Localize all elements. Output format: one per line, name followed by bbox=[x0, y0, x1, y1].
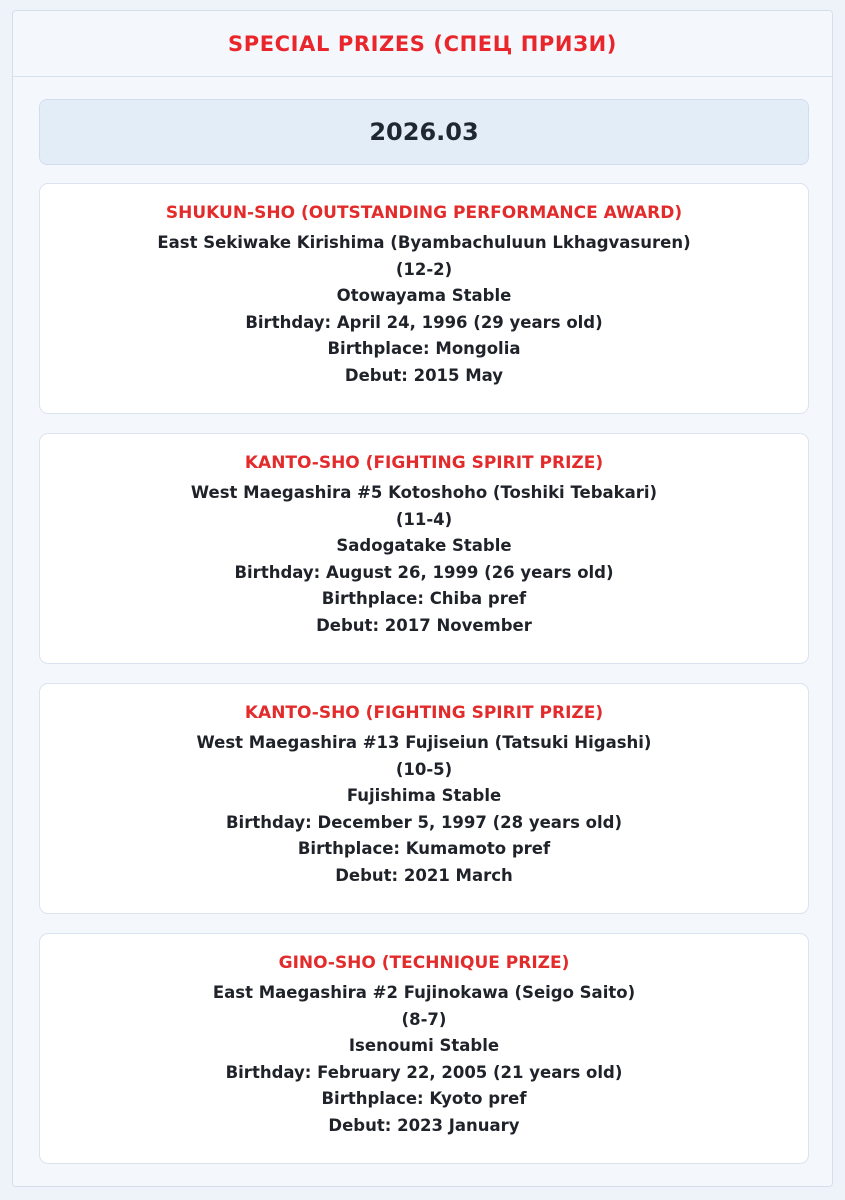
wrestler-birthday: Birthday: February 22, 2005 (21 years old) bbox=[225, 1062, 623, 1082]
prize-title: KANTO-SHO (FIGHTING SPIRIT PRIZE) bbox=[244, 453, 604, 473]
wrestler-record: (8-7) bbox=[401, 1009, 447, 1029]
wrestler-name: East Sekiwake Kirishima (Byambachuluun Lkhagvasuren) bbox=[157, 233, 691, 252]
wrestler-stable: Otowayama Stable bbox=[336, 286, 512, 306]
wrestler-stable: Isenoumi Stable bbox=[348, 1036, 500, 1056]
panel-title: SPECIAL PRIZES (СПЕЦ ПРИЗИ) bbox=[228, 31, 617, 56]
wrestler-birthday: Birthday: April 24, 1996 (29 years old) bbox=[245, 312, 603, 332]
wrestler-birthplace: Birthplace: Kumamoto pref bbox=[297, 839, 551, 859]
wrestler-debut: Debut: 2015 May bbox=[344, 365, 504, 385]
special-prizes-panel bbox=[12, 10, 833, 1187]
prize-card-gino-sho bbox=[39, 933, 809, 1164]
wrestler-name: West Maegashira #5 Kotoshoho (Toshiki Tebakari) bbox=[190, 483, 658, 502]
wrestler-debut: Debut: 2017 November bbox=[316, 615, 532, 635]
basho-date-bar bbox=[39, 99, 809, 165]
wrestler-stable: Fujishima Stable bbox=[346, 786, 502, 806]
prize-card-kanto-sho-2 bbox=[39, 683, 809, 914]
wrestler-record: (11-4) bbox=[395, 509, 453, 529]
prize-title: GINO-SHO (TECHNIQUE PRIZE) bbox=[278, 953, 570, 973]
wrestler-birthplace: Birthplace: Kyoto pref bbox=[321, 1089, 527, 1109]
prize-card-kanto-sho-1 bbox=[39, 433, 809, 664]
wrestler-birthday: Birthday: December 5, 1997 (28 years old) bbox=[225, 812, 622, 832]
wrestler-name: East Maegashira #2 Fujinokawa (Seigo Saito) bbox=[212, 983, 636, 1002]
wrestler-birthplace: Birthplace: Chiba pref bbox=[321, 589, 527, 609]
wrestler-debut: Debut: 2023 January bbox=[328, 1115, 520, 1135]
wrestler-record: (10-5) bbox=[395, 759, 453, 779]
wrestler-name: West Maegashira #13 Fujiseiun (Tatsuki Higashi) bbox=[196, 733, 652, 752]
prize-title: SHUKUN-SHO (OUTSTANDING PERFORMANCE AWARD) bbox=[165, 203, 683, 223]
wrestler-record: (12-2) bbox=[395, 259, 453, 279]
basho-date: 2026.03 bbox=[369, 118, 479, 146]
wrestler-debut: Debut: 2021 March bbox=[335, 865, 513, 885]
prize-title: KANTO-SHO (FIGHTING SPIRIT PRIZE) bbox=[244, 703, 604, 723]
panel-header bbox=[13, 11, 832, 77]
wrestler-birthday: Birthday: August 26, 1999 (26 years old) bbox=[234, 562, 614, 582]
wrestler-stable: Sadogatake Stable bbox=[336, 536, 512, 556]
wrestler-birthplace: Birthplace: Mongolia bbox=[327, 339, 521, 359]
prize-card-shukun-sho bbox=[39, 183, 809, 414]
